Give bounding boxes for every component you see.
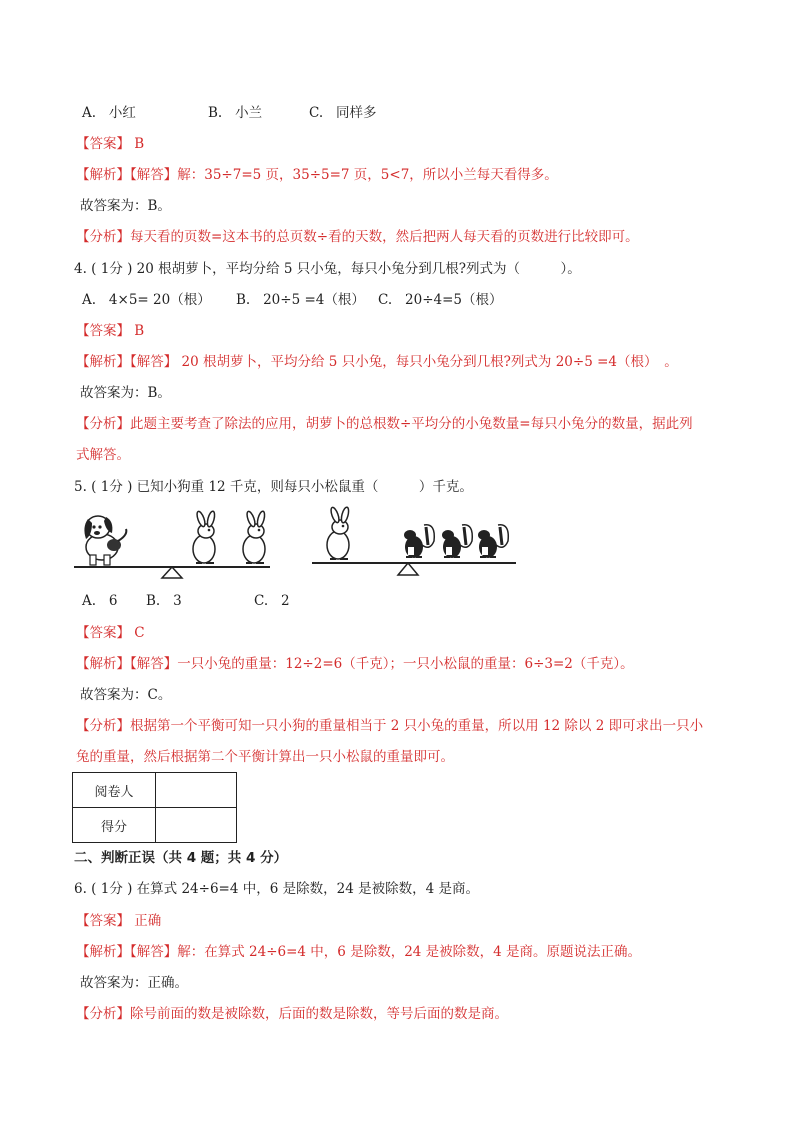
q4-stem: 4. ( 1分 ) 20 根胡萝卜，平均分给 5 只小兔，每只小兔分到几根?列式为（ ）。: [74, 261, 581, 277]
q6-conclusion: 故答案为：正确。: [80, 975, 188, 991]
q5-explanation: 【解析】【解答】一只小兔的重量：12÷2=6（千克）；一只小松鼠的重量：6÷3=2（千克）。: [76, 656, 634, 672]
q3-option-c: C. 同样多: [309, 105, 377, 121]
table-row: [73, 773, 237, 808]
q6-analysis: 【分析】除号前面的数是被除数，后面的数是除数，等号后面的数是商。: [76, 1006, 508, 1022]
score-label: 得分: [73, 808, 156, 843]
q3-option-a: A. 小红: [82, 105, 136, 121]
q5-answer: 【答案】 C: [76, 625, 145, 641]
right-balance: [312, 506, 516, 575]
q4-option-a: A. 4×5= 20（根）: [82, 292, 211, 308]
grader-blank-cell: [156, 773, 237, 808]
balance-illustration: [70, 505, 530, 581]
rabbit-icon: [193, 510, 216, 563]
q3-analysis: 【分析】每天看的页数=这本书的总页数÷看的天数，然后把两人每天看的页数进行比较即可。: [76, 229, 639, 245]
q6-answer: 【答案】 正确: [76, 913, 162, 929]
q6-explanation: 【解析】【解答】解：在算式 24÷6=4 中，6 是除数，24 是被除数，4 是商。原题说法正确。: [76, 944, 642, 960]
q3-explanation: 【解析】【解答】解：35÷7=5 页，35÷5=7 页，5<7，所以小兰每天看得多。: [76, 167, 558, 183]
squirrel-icon: [478, 525, 508, 558]
q4-analysis-line1: 【分析】此题主要考查了除法的应用，胡萝卜的总根数÷平均分的小兔数量=每只小兔分的数量，据此列: [76, 416, 693, 432]
q5-option-c: C. 2: [254, 593, 290, 609]
section-title: 二、判断正误（共 4 题；共 4 分）: [74, 850, 288, 866]
squirrel-icon: [442, 525, 472, 558]
q4-analysis-line2: 式解答。: [76, 447, 130, 463]
q5-stem: 5. ( 1分 ) 已知小狗重 12 千克，则每只小松鼠重（ ）千克。: [74, 479, 473, 495]
q5-analysis-line1: 【分析】根据第一个平衡可知一只小狗的重量相当于 2 只小兔的重量，所以用 12 除以 2 即可求出一只小: [76, 718, 704, 734]
grader-table: [72, 772, 237, 843]
q5-option-b: B. 3: [146, 593, 182, 609]
squirrel-icon: [404, 525, 434, 558]
q5-analysis-line2: 兔的重量，然后根据第二个平衡计算出一只小松鼠的重量即可。: [76, 749, 454, 765]
q4-option-c: C. 20÷4=5（根）: [378, 292, 503, 308]
score-blank-cell: [156, 808, 237, 843]
grader-label: 阅卷人: [73, 773, 156, 808]
q4-explanation: 【解析】【解答】 20 根胡萝卜，平均分给 5 只小兔，每只小兔分到几根?列式为 20÷5 =4（根） 。: [76, 354, 678, 370]
q3-option-b: B. 小兰: [208, 105, 263, 121]
q4-option-b: B. 20÷5 =4（根）: [236, 292, 365, 308]
dog-icon: [84, 516, 126, 565]
q6-stem: 6. ( 1分 ) 在算式 24÷6=4 中，6 是除数，24 是被除数，4 是商。: [74, 881, 479, 897]
rabbit-icon: [327, 506, 350, 559]
left-balance: [74, 510, 270, 578]
q4-answer: 【答案】 B: [76, 323, 145, 339]
q3-conclusion: 故答案为：B。: [80, 198, 171, 214]
q4-conclusion: 故答案为：B。: [80, 385, 171, 401]
q3-answer: 【答案】 B: [76, 136, 145, 152]
table-row: [73, 808, 237, 843]
q5-option-a: A. 6: [82, 593, 118, 609]
rabbit-icon: [243, 510, 266, 563]
q5-conclusion: 故答案为：C。: [80, 687, 172, 703]
